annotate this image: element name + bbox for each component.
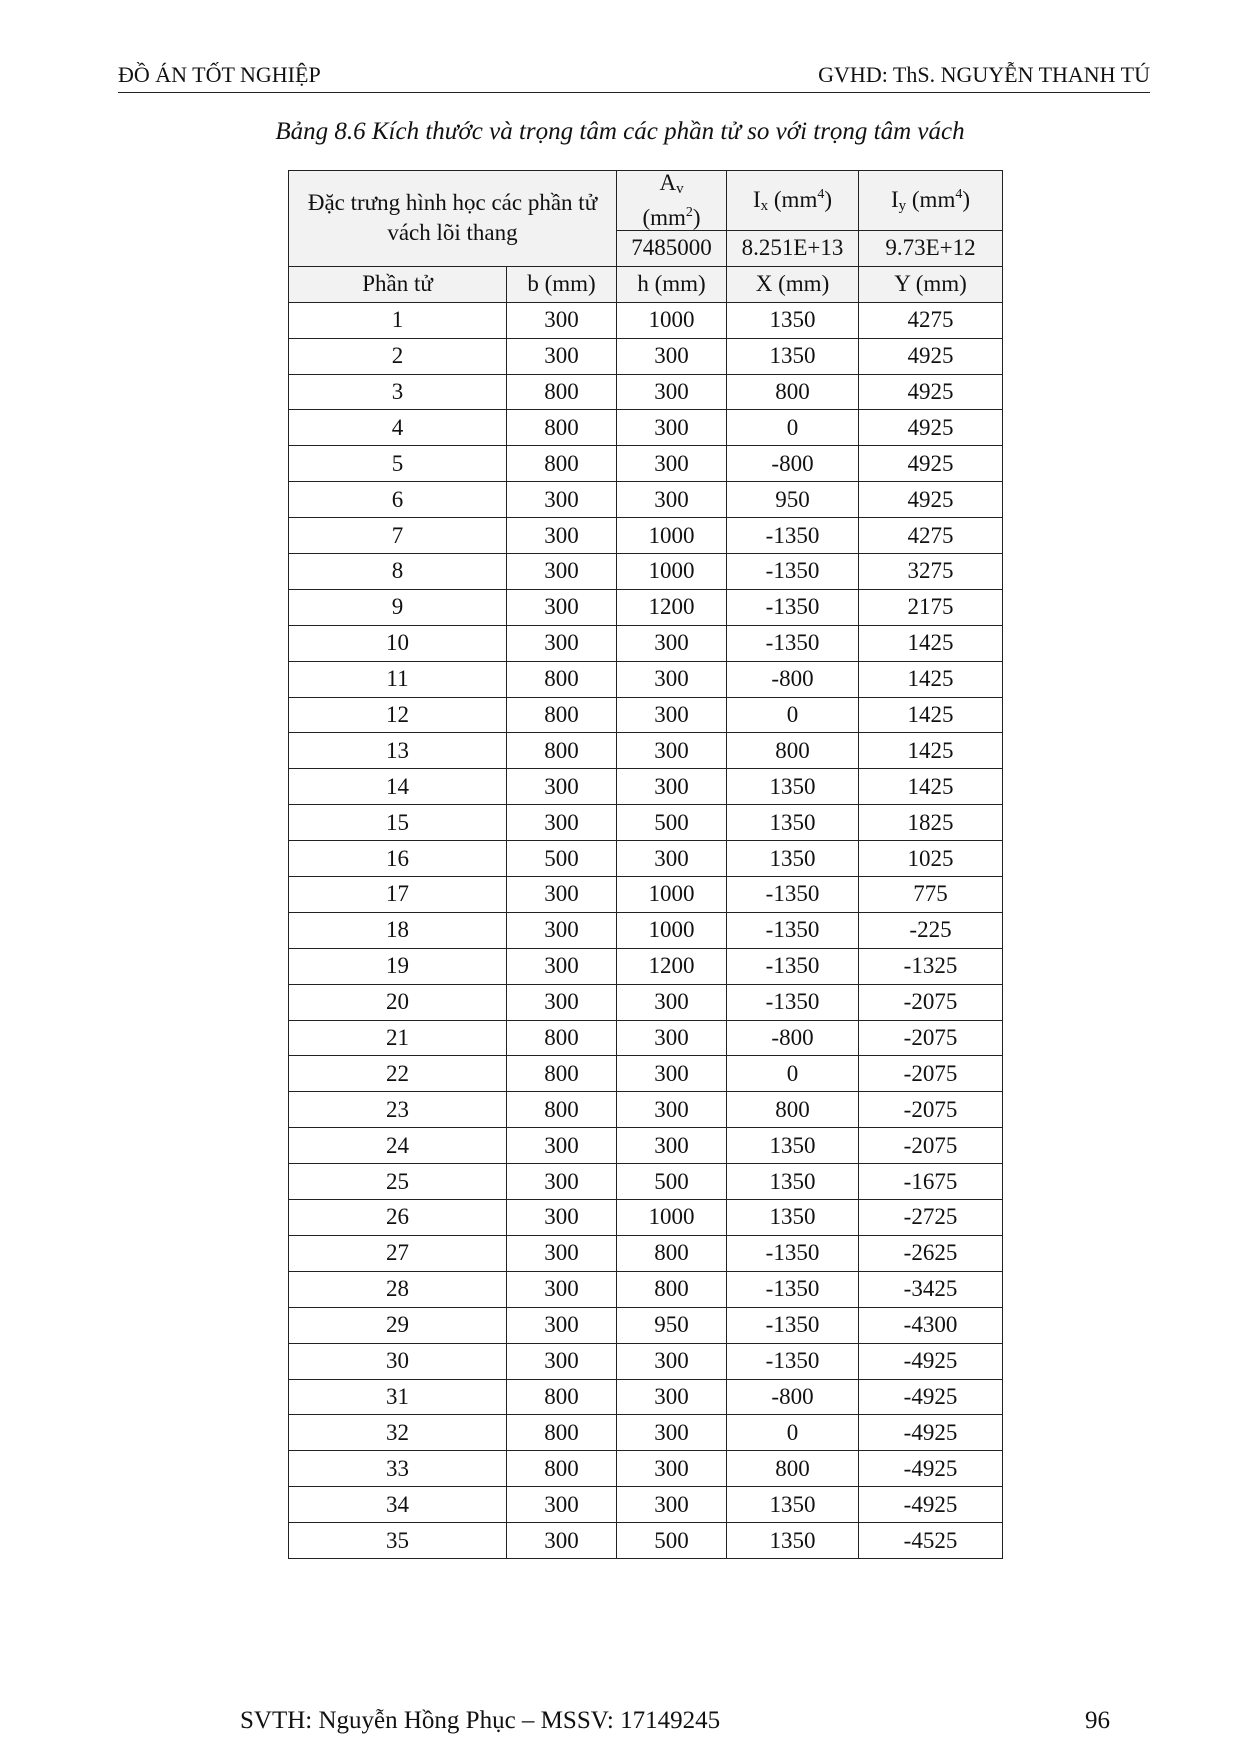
table-row	[289, 1235, 1003, 1271]
cell-x: -800	[727, 1020, 859, 1056]
cell-b: 300	[507, 1200, 617, 1236]
cell-element: 3	[289, 374, 507, 410]
table-row	[289, 1523, 1003, 1559]
table-row	[289, 625, 1003, 661]
cell-element: 13	[289, 733, 507, 769]
cell-b: 300	[507, 625, 617, 661]
cell-b: 300	[507, 1487, 617, 1523]
cell-h: 1000	[617, 554, 727, 590]
cell-element: 23	[289, 1092, 507, 1128]
cell-y: -4925	[859, 1343, 1003, 1379]
cell-x: 1350	[727, 769, 859, 805]
cell-x: 1350	[727, 338, 859, 374]
cell-y: 4925	[859, 410, 1003, 446]
cell-h: 950	[617, 1307, 727, 1343]
cell-y: -2075	[859, 984, 1003, 1020]
cell-y: 2175	[859, 589, 1003, 625]
table-row	[289, 1487, 1003, 1523]
cell-b: 800	[507, 1379, 617, 1415]
table-row	[289, 1020, 1003, 1056]
cell-b: 300	[507, 302, 617, 338]
cell-element: 34	[289, 1487, 507, 1523]
cell-x: -1350	[727, 1235, 859, 1271]
table-row	[289, 338, 1003, 374]
table-row	[289, 482, 1003, 518]
cell-y: 1425	[859, 625, 1003, 661]
cell-b: 300	[507, 1164, 617, 1200]
cell-x: -800	[727, 1379, 859, 1415]
inertia-x-header: $I_x$ $(mm^4)$	[727, 171, 859, 231]
cell-h: 300	[617, 446, 727, 482]
cell-b: 300	[507, 338, 617, 374]
cell-x: 800	[727, 733, 859, 769]
cell-element: 26	[289, 1200, 507, 1236]
cell-h: 300	[617, 769, 727, 805]
page-header	[118, 62, 1150, 92]
page-number: 96	[1085, 1707, 1110, 1734]
table-row	[289, 769, 1003, 805]
cell-x: 1350	[727, 1523, 859, 1559]
inertia-x-value: 8.251E+13	[727, 231, 859, 267]
table-row	[289, 1343, 1003, 1379]
cell-element: 17	[289, 877, 507, 913]
cell-x: 800	[727, 374, 859, 410]
col-header-h: h (mm)	[617, 266, 727, 302]
table-row	[289, 697, 1003, 733]
cell-b: 300	[507, 912, 617, 948]
cell-h: 800	[617, 1271, 727, 1307]
cell-h: 300	[617, 1379, 727, 1415]
cell-h: 500	[617, 1164, 727, 1200]
cell-h: 300	[617, 1451, 727, 1487]
table-row	[289, 733, 1003, 769]
footer-student: SVTH: Nguyễn Hồng Phục – MSSV: 17149245	[240, 1707, 721, 1734]
cell-y: 4275	[859, 302, 1003, 338]
cell-y: -1675	[859, 1164, 1003, 1200]
cell-x: 1350	[727, 1487, 859, 1523]
cell-element: 32	[289, 1415, 507, 1451]
cell-element: 6	[289, 482, 507, 518]
col-header-element: Phần tử	[289, 266, 507, 302]
cell-h: 300	[617, 374, 727, 410]
cell-element: 10	[289, 625, 507, 661]
table-row	[289, 1092, 1003, 1128]
cell-y: -2625	[859, 1235, 1003, 1271]
cell-y: -2075	[859, 1056, 1003, 1092]
cell-b: 300	[507, 554, 617, 590]
cell-element: 35	[289, 1523, 507, 1559]
cell-b: 300	[507, 482, 617, 518]
cell-element: 30	[289, 1343, 507, 1379]
cell-y: -2075	[859, 1128, 1003, 1164]
cell-h: 1000	[617, 912, 727, 948]
cell-x: 800	[727, 1451, 859, 1487]
table-row	[289, 805, 1003, 841]
table-row	[289, 518, 1003, 554]
table-row	[289, 661, 1003, 697]
property-title: Đặc trưng hình học các phần tử vách lõi thang	[289, 171, 617, 267]
cell-h: 500	[617, 805, 727, 841]
cell-x: -1350	[727, 518, 859, 554]
cell-x: -1350	[727, 984, 859, 1020]
cell-h: 1200	[617, 589, 727, 625]
inertia-y-value: 9.73E+12	[859, 231, 1003, 267]
table-row	[289, 1200, 1003, 1236]
cell-x: -1350	[727, 877, 859, 913]
cell-h: 300	[617, 661, 727, 697]
cell-b: 300	[507, 984, 617, 1020]
cell-x: 0	[727, 1056, 859, 1092]
cell-y: 4275	[859, 518, 1003, 554]
cell-element: 12	[289, 697, 507, 733]
cell-x: 0	[727, 1415, 859, 1451]
cell-y: -225	[859, 912, 1003, 948]
cell-element: 14	[289, 769, 507, 805]
element-geometry-table	[288, 170, 1003, 1559]
cell-y: 4925	[859, 446, 1003, 482]
cell-h: 300	[617, 1056, 727, 1092]
cell-b: 300	[507, 518, 617, 554]
cell-y: 775	[859, 877, 1003, 913]
cell-element: 33	[289, 1451, 507, 1487]
cell-element: 4	[289, 410, 507, 446]
cell-b: 300	[507, 1235, 617, 1271]
cell-b: 800	[507, 697, 617, 733]
cell-y: 4925	[859, 374, 1003, 410]
cell-x: -1350	[727, 1271, 859, 1307]
column-header-row	[289, 266, 1003, 302]
cell-h: 1000	[617, 518, 727, 554]
cell-x: -1350	[727, 948, 859, 984]
table-row	[289, 1379, 1003, 1415]
cell-b: 800	[507, 374, 617, 410]
cell-y: -2075	[859, 1092, 1003, 1128]
col-header-y: Y (mm)	[859, 266, 1003, 302]
cell-y: -4925	[859, 1451, 1003, 1487]
cell-h: 1000	[617, 1200, 727, 1236]
cell-element: 20	[289, 984, 507, 1020]
cell-b: 800	[507, 410, 617, 446]
cell-h: 300	[617, 697, 727, 733]
cell-h: 1000	[617, 302, 727, 338]
header-title: ĐỒ ÁN TỐT NGHIỆP	[118, 62, 321, 87]
cell-h: 300	[617, 1487, 727, 1523]
table-row	[289, 877, 1003, 913]
cell-y: -4925	[859, 1487, 1003, 1523]
cell-y: -4925	[859, 1379, 1003, 1415]
table-row	[289, 912, 1003, 948]
cell-element: 28	[289, 1271, 507, 1307]
cell-x: 1350	[727, 302, 859, 338]
cell-x: -800	[727, 446, 859, 482]
cell-y: -3425	[859, 1271, 1003, 1307]
table-row	[289, 410, 1003, 446]
cell-b: 800	[507, 1056, 617, 1092]
cell-element: 29	[289, 1307, 507, 1343]
table-row	[289, 1271, 1003, 1307]
cell-x: 1350	[727, 805, 859, 841]
cell-x: -1350	[727, 589, 859, 625]
cell-x: 800	[727, 1092, 859, 1128]
cell-element: 25	[289, 1164, 507, 1200]
table-row	[289, 1307, 1003, 1343]
cell-element: 31	[289, 1379, 507, 1415]
cell-h: 300	[617, 1092, 727, 1128]
cell-x: -1350	[727, 1343, 859, 1379]
cell-b: 300	[507, 1343, 617, 1379]
cell-h: 300	[617, 625, 727, 661]
table-row	[289, 589, 1003, 625]
cell-x: -800	[727, 661, 859, 697]
property-header-row	[289, 171, 1003, 231]
cell-y: -4300	[859, 1307, 1003, 1343]
header-advisor: GVHD: ThS. NGUYỄN THANH TÚ	[818, 62, 1150, 87]
cell-x: -1350	[727, 1307, 859, 1343]
cell-b: 300	[507, 1128, 617, 1164]
table-row	[289, 984, 1003, 1020]
cell-x: 0	[727, 697, 859, 733]
header-divider	[118, 92, 1150, 93]
cell-element: 1	[289, 302, 507, 338]
cell-y: 1425	[859, 697, 1003, 733]
cell-element: 2	[289, 338, 507, 374]
cell-b: 800	[507, 733, 617, 769]
cell-element: 9	[289, 589, 507, 625]
cell-b: 800	[507, 1020, 617, 1056]
table-row	[289, 1128, 1003, 1164]
table-row	[289, 374, 1003, 410]
cell-h: 500	[617, 1523, 727, 1559]
cell-h: 300	[617, 841, 727, 877]
cell-b: 300	[507, 1523, 617, 1559]
cell-y: -2725	[859, 1200, 1003, 1236]
cell-b: 800	[507, 1415, 617, 1451]
cell-h: 300	[617, 410, 727, 446]
cell-b: 300	[507, 877, 617, 913]
table-row	[289, 302, 1003, 338]
cell-y: 4925	[859, 482, 1003, 518]
area-value: 7485000	[617, 231, 727, 267]
cell-element: 22	[289, 1056, 507, 1092]
table-row	[289, 841, 1003, 877]
cell-y: -4525	[859, 1523, 1003, 1559]
cell-y: -1325	[859, 948, 1003, 984]
cell-x: 1350	[727, 841, 859, 877]
cell-h: 1200	[617, 948, 727, 984]
table-row	[289, 1451, 1003, 1487]
cell-b: 300	[507, 1307, 617, 1343]
cell-y: 1025	[859, 841, 1003, 877]
inertia-y-header: $I_y$ $(mm^4)$	[859, 171, 1003, 231]
cell-b: 300	[507, 948, 617, 984]
cell-y: 3275	[859, 554, 1003, 590]
cell-element: 7	[289, 518, 507, 554]
cell-x: 1350	[727, 1200, 859, 1236]
cell-h: 300	[617, 1415, 727, 1451]
cell-x: 950	[727, 482, 859, 518]
table-row	[289, 948, 1003, 984]
table-row	[289, 1164, 1003, 1200]
cell-x: -1350	[727, 912, 859, 948]
cell-element: 27	[289, 1235, 507, 1271]
cell-element: 24	[289, 1128, 507, 1164]
cell-h: 800	[617, 1235, 727, 1271]
table-caption: Bảng 8.6 Kích thước và trọng tâm các phần tử so với trọng tâm vách	[275, 118, 965, 145]
cell-h: 300	[617, 1128, 727, 1164]
cell-x: -1350	[727, 554, 859, 590]
cell-h: 300	[617, 1343, 727, 1379]
cell-b: 800	[507, 1451, 617, 1487]
cell-x: 1350	[727, 1164, 859, 1200]
cell-b: 800	[507, 1092, 617, 1128]
cell-y: -2075	[859, 1020, 1003, 1056]
cell-element: 19	[289, 948, 507, 984]
cell-x: -1350	[727, 625, 859, 661]
cell-element: 11	[289, 661, 507, 697]
cell-x: 1350	[727, 1128, 859, 1164]
cell-y: 1425	[859, 769, 1003, 805]
cell-element: 21	[289, 1020, 507, 1056]
cell-b: 300	[507, 1271, 617, 1307]
cell-element: 18	[289, 912, 507, 948]
cell-h: 300	[617, 984, 727, 1020]
cell-element: 8	[289, 554, 507, 590]
col-header-x: X (mm)	[727, 266, 859, 302]
cell-h: 300	[617, 338, 727, 374]
cell-h: 300	[617, 482, 727, 518]
col-header-b: b (mm)	[507, 266, 617, 302]
table-row	[289, 554, 1003, 590]
cell-x: 0	[727, 410, 859, 446]
cell-b: 300	[507, 805, 617, 841]
cell-y: 4925	[859, 338, 1003, 374]
table-row	[289, 1056, 1003, 1092]
cell-y: 1425	[859, 733, 1003, 769]
area-header: $A_v$ $(mm^2)$	[617, 171, 727, 231]
table-row	[289, 446, 1003, 482]
table-row	[289, 1415, 1003, 1451]
cell-h: 1000	[617, 877, 727, 913]
cell-h: 300	[617, 733, 727, 769]
cell-y: 1425	[859, 661, 1003, 697]
cell-y: 1825	[859, 805, 1003, 841]
cell-h: 300	[617, 1020, 727, 1056]
cell-b: 500	[507, 841, 617, 877]
cell-b: 300	[507, 589, 617, 625]
cell-b: 800	[507, 661, 617, 697]
cell-element: 5	[289, 446, 507, 482]
cell-element: 15	[289, 805, 507, 841]
cell-y: -4925	[859, 1415, 1003, 1451]
cell-b: 800	[507, 446, 617, 482]
cell-b: 300	[507, 769, 617, 805]
cell-element: 16	[289, 841, 507, 877]
